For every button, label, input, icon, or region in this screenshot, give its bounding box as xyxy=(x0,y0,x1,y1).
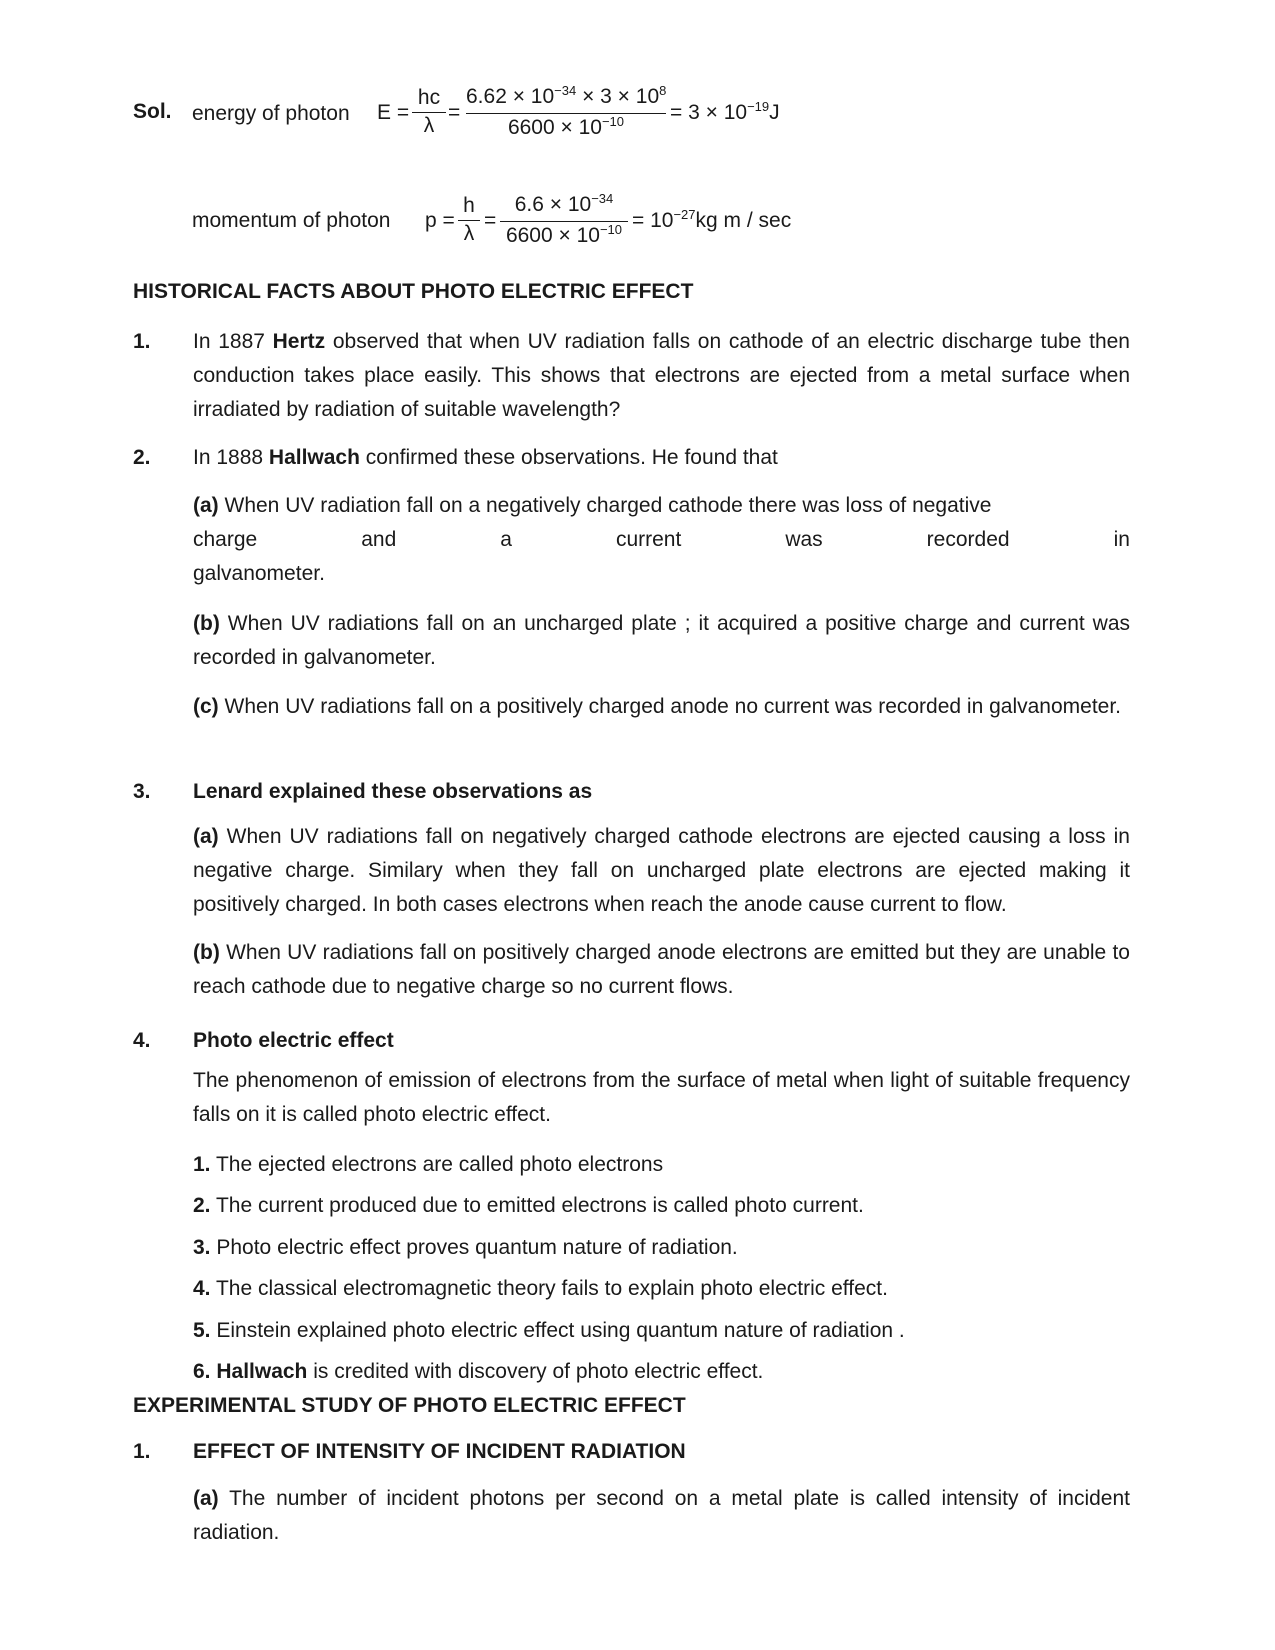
item-1-text: In 1887 Hertz observed that when UV radiation falls on cathode of an electric discharge tube then conduction takes place easily. This shows that electrons are ejected from a metal surface when irradiated by radiation of suitable wavelength? xyxy=(193,330,1130,421)
exp-item-1-num: 1. xyxy=(133,1440,151,1463)
momentum-frac2-den: $6600 \times 10^{-10}$ xyxy=(505,222,623,247)
energy-frac2-den: $6600 \times 10^{-10}$ xyxy=(507,114,625,139)
momentum-result: = $10^{-27}kg$ m / sec xyxy=(632,207,792,232)
momentum-text: momentum of photon xyxy=(192,209,391,232)
item-4-num: 4. xyxy=(133,1029,151,1052)
point-6: 6. Hallwach is credited with discovery of photo electric effect. xyxy=(193,1360,764,1383)
energy-lhs: E = xyxy=(377,101,410,124)
sol-label: Sol. xyxy=(133,100,172,123)
equals-1: = xyxy=(448,101,461,124)
momentum-frac1-den: λ xyxy=(463,222,475,245)
item-2b-text: (b) When UV radiations fall on an uncharged plate ; it acquired a positive charge and current was recorded in galvanometer. xyxy=(193,612,1130,669)
energy-text: energy of photon xyxy=(192,102,350,125)
item-2c-text: (c) When UV radiations fall on a positively charged anode no current was recorded in galvanometer. xyxy=(193,695,1122,718)
item-2-text: In 1888 Hallwach confirmed these observations. He found that xyxy=(193,446,778,469)
momentum-frac2-num: $6.6 \times 10^{-34}$ xyxy=(514,191,614,216)
item-2-num: 2. xyxy=(133,446,151,469)
point-5: 5. Einstein explained photo electric effect using quantum nature of radiation . xyxy=(193,1319,905,1342)
item-3a-text: (a) When UV radiations fall on negatively charged cathode electrons are ejected causing a loss in negative charge. Similary when they fall on uncharged plate electrons are ejected making it positively charged. In both cases electrons when reach the anode cause current to flow. xyxy=(193,825,1130,916)
item-2a-line3: galvanometer. xyxy=(193,562,325,585)
historical-heading: HISTORICAL FACTS ABOUT PHOTO ELECTRIC EFFECT xyxy=(133,280,694,303)
energy-frac1-den: λ xyxy=(423,114,435,137)
point-2: 2. The current produced due to emitted electrons is called photo current. xyxy=(193,1194,864,1217)
momentum-frac1 xyxy=(458,194,480,246)
energy-result: = $3 \times 10^{-19}J$ xyxy=(670,99,780,124)
item-3-num: 3. xyxy=(133,780,151,803)
energy-frac1-num: hc xyxy=(417,86,441,109)
point-3: 3. Photo electric effect proves quantum nature of radiation. xyxy=(193,1236,738,1259)
item-4-definition: The phenomenon of emission of electrons from the surface of metal when light of suitable frequency falls on it is called photo electric effect. xyxy=(193,1069,1130,1126)
equals-2: = xyxy=(484,209,497,232)
exp-item-1-heading: EFFECT OF INTENSITY OF INCIDENT RADIATION xyxy=(193,1440,686,1463)
item-2a-line2: charge and a current was recorded in xyxy=(193,528,1130,551)
energy-frac2-num: $6.62 \times 10^{-34} \times 3 \times 10^8$ xyxy=(466,83,667,108)
momentum-frac2 xyxy=(500,192,628,248)
momentum-frac1-num: h xyxy=(463,194,475,217)
item-3-heading: Lenard explained these observations as xyxy=(193,780,593,803)
point-1: 1. The ejected electrons are called photo electrons xyxy=(193,1153,664,1176)
experimental-heading: EXPERIMENTAL STUDY OF PHOTO ELECTRIC EFFECT xyxy=(133,1394,686,1417)
item-4-heading: Photo electric effect xyxy=(193,1029,394,1052)
energy-frac1 xyxy=(412,86,446,138)
item-1-num: 1. xyxy=(133,330,151,353)
item-2a-line1: (a) When UV radiation fall on a negatively charged cathode there was loss of negative xyxy=(193,494,992,517)
exp-item-1a-text: (a) The number of incident photons per second on a metal plate is called intensity of incident radiation. xyxy=(193,1487,1130,1544)
item-3b-text: (b) When UV radiations fall on positively charged anode electrons are emitted but they are unable to reach cathode due to negative charge so no current flows. xyxy=(193,941,1130,998)
momentum-lhs: p = xyxy=(425,209,455,232)
point-4: 4. The classical electromagnetic theory fails to explain photo electric effect. xyxy=(193,1277,888,1300)
energy-frac2 xyxy=(466,84,666,140)
